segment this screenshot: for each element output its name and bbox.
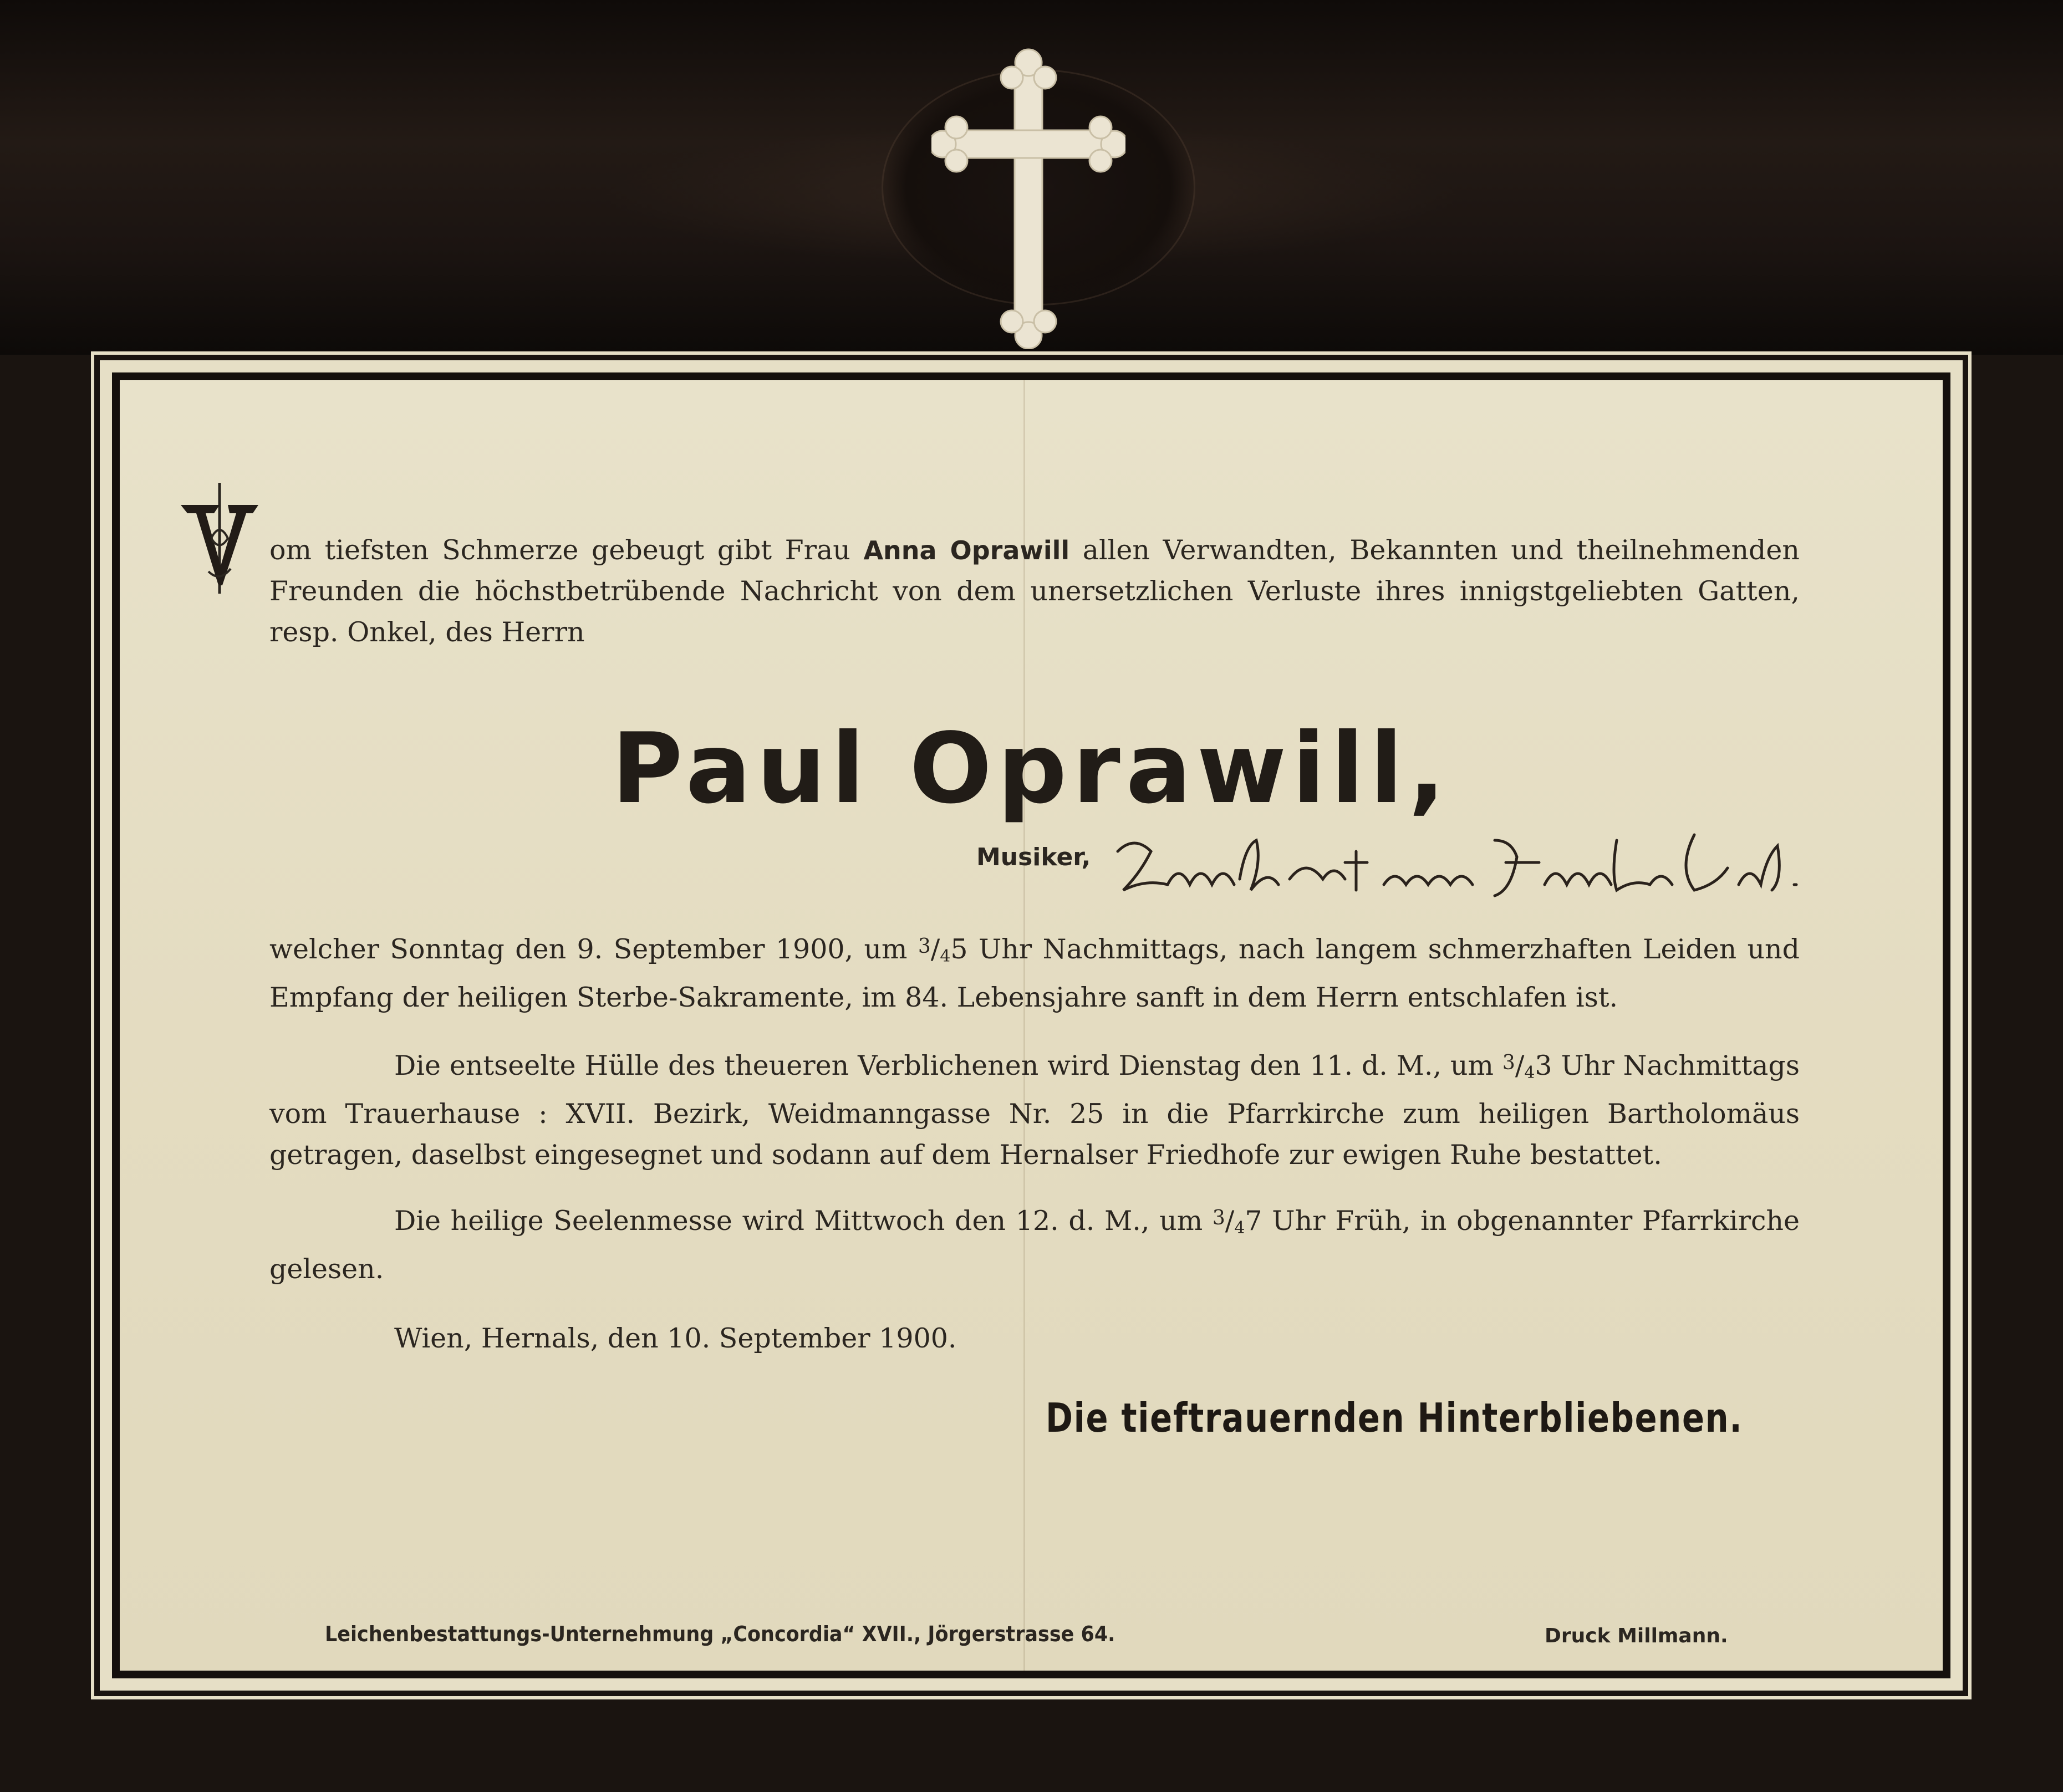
deceased-name: Paul Oprawill, bbox=[612, 713, 1451, 825]
mass-paragraph: Die heilige Seelenmesse wird Mittwoch den 12. d. M., um $^3$/47 Uhr Früh, in obgenannter Pfarrkirche gelesen. bbox=[269, 1205, 1800, 1285]
notice-frame bbox=[112, 372, 1950, 1678]
funeral-fraction-denominator: 4 bbox=[1524, 1063, 1535, 1083]
decorated-initial bbox=[175, 483, 264, 594]
opening-text-a: om tiefsten Schmerze gebeugt gibt Frau bbox=[269, 534, 864, 566]
death-fraction-numerator: 3 bbox=[918, 935, 931, 958]
mass-text-b: 7 Uhr Früh, in obgenannter Pfarrkirche gelesen. bbox=[269, 1205, 1800, 1285]
notice-paper bbox=[94, 355, 1968, 1696]
place-date-line: Wien, Hernals, den 10. September 1900. bbox=[394, 1323, 957, 1354]
printer-credit: Druck Millmann. bbox=[1545, 1625, 1728, 1647]
death-text-a: welcher Sonntag den 9. September 1900, um bbox=[269, 933, 918, 965]
mass-fraction-denominator: 4 bbox=[1234, 1218, 1245, 1238]
mass-fraction-numerator: 3 bbox=[1212, 1207, 1225, 1229]
deceased-profession: Musiker, bbox=[976, 843, 1091, 871]
cross-icon bbox=[931, 47, 1125, 349]
funeral-paragraph: Die entseelte Hülle des theueren Verblichenen wird Dienstag den 11. d. M., um $^3$/43 Uhr Nachmittags vom Trauerhause : XVII. Bezirk, Weidmanngasse Nr. 25 in die Pfarrkirche zum heiligen Bartholomäus getragen, daselbst eingesegnet und sodann auf dem Hernalser Friedhofe zur ewigen Ruhe bestattet. bbox=[269, 1050, 1800, 1171]
widow-name: Anna Oprawill bbox=[863, 535, 1070, 565]
death-fraction-denominator: 4 bbox=[940, 947, 951, 966]
opening-paragraph bbox=[269, 530, 1800, 653]
mourners-signoff: Die tieftrauernden Hinterbliebenen. bbox=[1046, 1395, 1743, 1441]
mourning-band bbox=[0, 0, 2063, 355]
funeral-text-a: Die entseelte Hülle des theueren Verblichenen wird Dienstag den 11. d. M., um bbox=[394, 1050, 1502, 1081]
funeral-text-b: 3 Uhr Nachmittags vom Trauerhause : XVII. Bezirk, Weidmanngasse Nr. 25 in die Pfarrkirche zum heiligen Bartholomäus getragen, daselbst eingesegnet und sodann auf dem Hernalser Friedhofe zur ewigen Ruhe bestattet. bbox=[269, 1050, 1800, 1171]
death-paragraph: welcher Sonntag den 9. September 1900, um $^3$/45 Uhr Nachmittags, nach langem schmerzhaften Leiden und Empfang der heiligen Sterbe-Sakramente, im 84. Lebensjahre sanft in dem Herrn entschlafen ist. bbox=[269, 933, 1800, 1013]
funeral-fraction-numerator: 3 bbox=[1502, 1051, 1515, 1074]
opening-text-b: allen Verwandten, Bekannten und theilnehmenden Freunden die höchstbetrübende Nachricht von dem unersetzlichen Verluste ihres innigstgeliebten Gatten, resp. Onkel, des Herrn bbox=[269, 534, 1800, 648]
death-text-b: 5 Uhr Nachmittags, nach langem schmerzhaften Leiden und Empfang der heiligen Sterbe-Sakramente, im 84. Lebensjahre sanft in dem Herrn entschlafen ist. bbox=[269, 933, 1800, 1013]
handwritten-annotation bbox=[1107, 818, 1827, 918]
undertaker-credit: Leichenbestattungs-Unternehmung „Concordia“ XVII., Jörgerstrasse 64. bbox=[325, 1622, 1115, 1646]
mass-text-a: Die heilige Seelenmesse wird Mittwoch den 12. d. M., um bbox=[394, 1205, 1213, 1237]
